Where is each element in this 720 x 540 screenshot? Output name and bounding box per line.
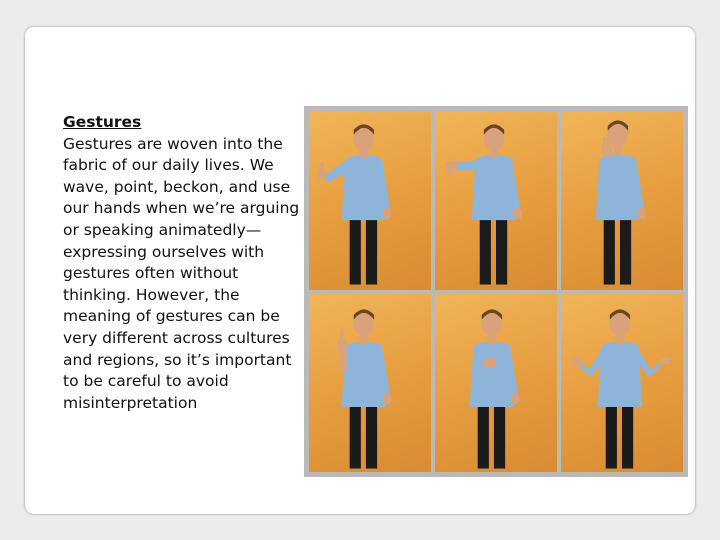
gesture-photo-thumbs-down bbox=[435, 111, 557, 290]
gesture-photo-fingers-raised bbox=[561, 111, 683, 290]
gesture-photo-finger-pointing-up bbox=[309, 294, 431, 473]
person-figure bbox=[317, 124, 391, 284]
person-figure bbox=[571, 309, 671, 468]
person-figure bbox=[337, 309, 391, 468]
gesture-photo-shrug bbox=[561, 294, 683, 473]
gesture-photo-grid bbox=[304, 106, 688, 477]
gesture-photo-hand-on-chest bbox=[435, 294, 557, 473]
person-figure bbox=[445, 124, 521, 284]
gesture-photo-thumbs-up bbox=[309, 111, 431, 290]
person-figure bbox=[596, 120, 646, 284]
slide-body-text: Gestures are woven into the fabric of our daily lives. We wave, point, beckon, and use our hands when we’re arguing or speaking animatedly—expressing ourselves with gestures often without thinking. However, the meaning of gestures can be very different across cultures and regions, so it’s important to be careful to avoid misinterpretation bbox=[63, 134, 300, 412]
text-block bbox=[63, 112, 305, 414]
slide-title: Gestures bbox=[63, 113, 142, 131]
person-figure bbox=[470, 309, 520, 468]
